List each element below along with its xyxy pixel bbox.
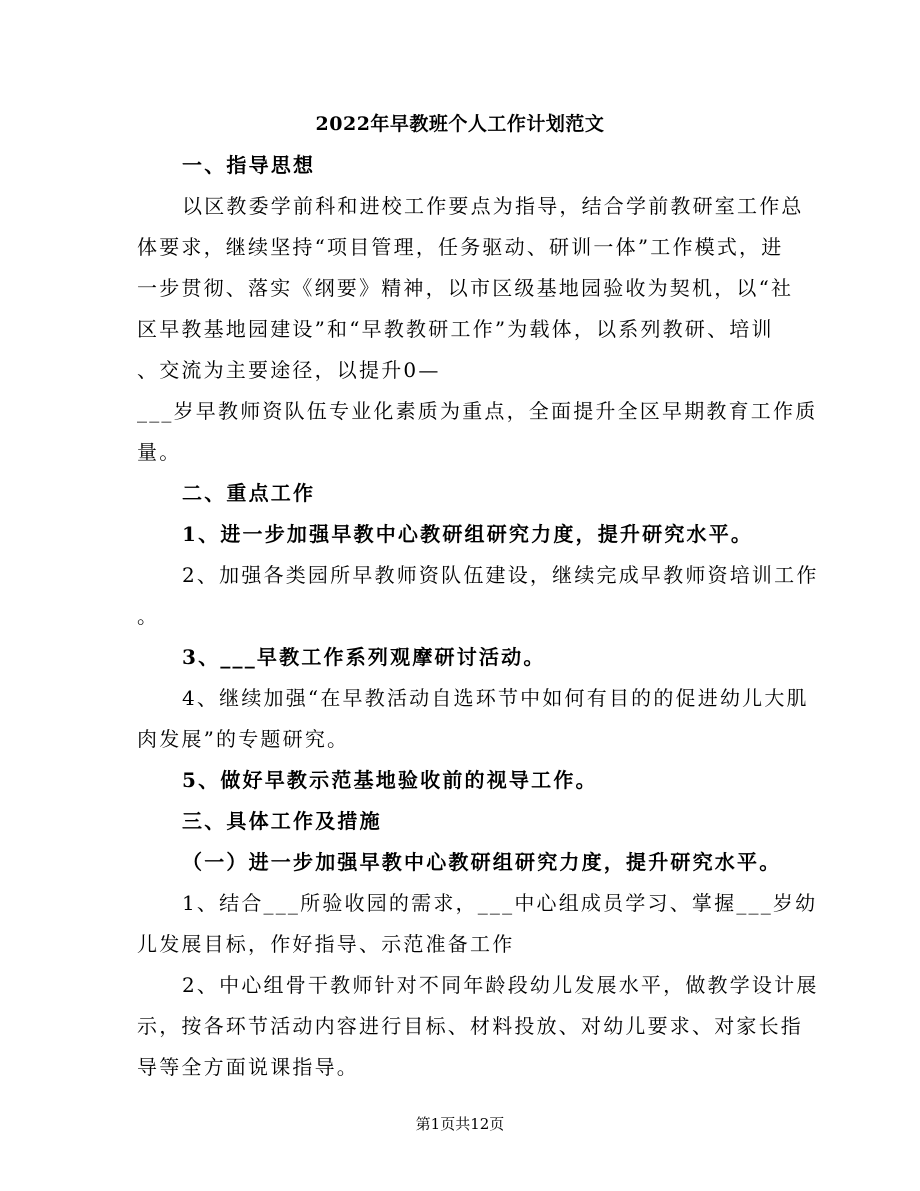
measure-item-1: 1、结合___所验收园的需求，___中心组成员学习、掌握___岁幼 — [182, 891, 818, 915]
paragraph-line: 区早教基地园建设”和“早教教研工作”为载体，以系列教研、培训 — [137, 317, 774, 341]
section-heading-1: 一、指导思想 — [182, 153, 316, 177]
section-heading-2: 二、重点工作 — [182, 481, 316, 505]
subsection-heading: （一）进一步加强早教中心教研组研究力度，提升研究水平。 — [182, 850, 782, 874]
key-item-3: 3、___早教工作系列观摩研讨活动。 — [182, 645, 546, 669]
paragraph-line: 以区教委学前科和进校工作要点为指导，结合学前教研室工作总 — [182, 194, 804, 218]
measure-item-2: 2、中心组骨干教师针对不同年龄段幼儿发展水平，做教学设计展 — [182, 973, 819, 997]
paragraph-line: 。 — [137, 604, 160, 628]
document-title: 2022年早教班个人工作计划范文 — [315, 113, 605, 135]
paragraph-line: 一步贯彻、落实《纲要》精神，以市区级基地园验收为契机，以“社 — [137, 276, 794, 300]
paragraph-line: 示，按各环节活动内容进行目标、材料投放、对幼儿要求、对家长指 — [137, 1014, 803, 1038]
paragraph-line: 导等全方面说课指导。 — [137, 1055, 359, 1079]
paragraph-line: 儿发展目标，作好指导、示范准备工作 — [137, 932, 515, 956]
paragraph-line: ___岁早教师资队伍专业化素质为重点，全面提升全区早期教育工作质 — [137, 399, 818, 423]
key-item-1: 1、进一步加强早教中心教研组研究力度，提升研究水平。 — [182, 522, 754, 546]
paragraph-line: 量。 — [137, 440, 182, 464]
paragraph-line: 肉发展”的专题研究。 — [137, 727, 350, 751]
key-item-4: 4、继续加强“在早教活动自选环节中如何有目的的促进幼儿大肌 — [182, 686, 809, 710]
paragraph-line: 体要求，继续坚持“项目管理，任务驱动、研训一体”工作模式，进 — [137, 235, 784, 259]
key-item-5: 5、做好早教示范基地验收前的视导工作。 — [182, 768, 598, 792]
section-heading-3: 三、具体工作及措施 — [182, 809, 382, 833]
paragraph-line: 、交流为主要途径，以提升0— — [137, 358, 441, 382]
key-item-2: 2、加强各类园所早教师资队伍建设，继续完成早教师资培训工作 — [182, 563, 819, 587]
page-number: 第1页共12页 — [415, 1115, 505, 1133]
